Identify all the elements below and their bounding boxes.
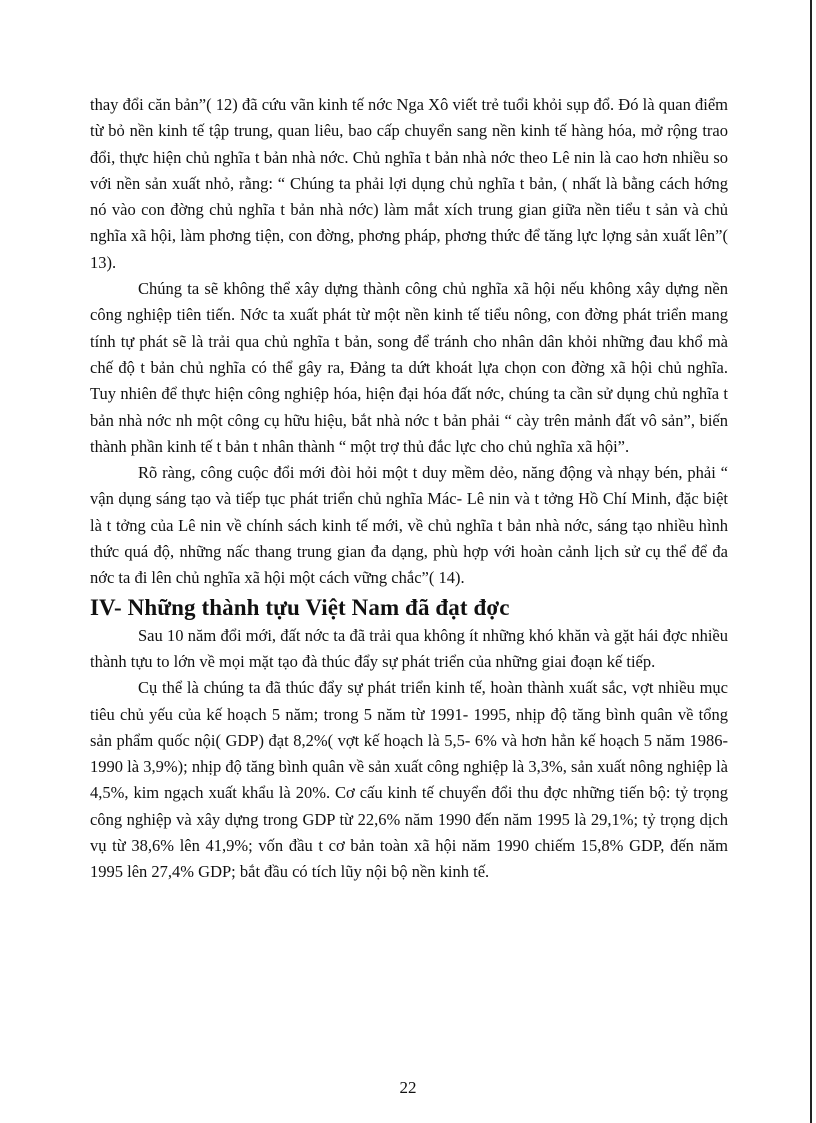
paragraph-renovation-thinking: Rõ ràng, công cuộc đổi mới đòi hỏi một t duy mềm dẻo, năng động và nhạy bén, phải “ vận dụng sáng tạo và tiếp tục phát triển chủ nghĩa Mác- Lê nin và t tởng Hồ Chí Minh, đặc biệt là t tởng của Lê nin về chính sách kinh tế mới, về chủ nghĩa t bản nhà nớc, sáng tạo nhiều hình thức quá độ, những nấc thang trung gian đa dạng, phù hợp với hoàn cảnh lịch sử cụ thể để đa nớc ta đi lên chủ nghĩa xã hội một cách vững chắc”( 14).: [90, 463, 728, 588]
paragraph-continued: thay đổi căn bản”( 12) đã cứu vãn kinh tế nớc Nga Xô viết trẻ tuổi khỏi sụp đổ. Đó là quan điểm từ bỏ nền kinh tế tập trung, quan liêu, bao cấp chuyển sang nền kinh tế hàng hóa, mở rộng trao đổi, thực hiện chủ nghĩa t bản nhà nớc. Chủ nghĩa t bản nhà nớc theo Lê nin là cao hơn nhiều so với nền sản xuất nhỏ, rằng: “ Chúng ta phải lợi dụng chủ nghĩa t bản, ( nhất là bằng cách hớng nó vào con đờng chủ nghĩa t bản nhà nớc) làm mắt xích trung gian giữa nền tiểu t sản và chủ nghĩa xã hội, làm phơng tiện, con đờng, phơng pháp, phơng thức để tăng lực lợng sản xuất lên”( 13).: [90, 95, 728, 272]
page-content: [90, 92, 728, 886]
paragraph-achievements-intro: Sau 10 năm đổi mới, đất nớc ta đã trải qua không ít những khó khăn và gặt hái đợc nhiều thành tựu to lớn về mọi mặt tạo đà thúc đẩy sự phát triển của những giai đoạn kế tiếp.: [90, 625, 728, 671]
section-heading: IV- Những thành tựu Việt Nam đã đạt đợc: [90, 594, 510, 620]
page-number: 22: [399, 1078, 417, 1097]
paragraph-industrialization: Chúng ta sẽ không thể xây dựng thành công chủ nghĩa xã hội nếu không xây dựng nền công nghiệp tiên tiến. Nớc ta xuất phát từ một nền kinh tế tiểu nông, con đờng phát triển mang tính tự phát sẽ là trải qua chủ nghĩa t bản, song để tránh cho nhân dân khỏi những đau khổ mà chế độ t bản chủ nghĩa có thể gây ra, Đảng ta dứt khoát lựa chọn con đờng xã hội chủ nghĩa. Tuy nhiên để thực hiện công nghiệp hóa, hiện đại hóa đất nớc, chúng ta cần sử dụng chủ nghĩa t bản nhà nớc nh một công cụ hữu hiệu, bắt nhà nớc t bản phải “ cày trên mảnh đất vô sản”, biến thành phần kinh tế t bản t nhân thành “ một trợ thủ đắc lực cho chủ nghĩa xã hội”.: [90, 279, 728, 456]
page-edge-line: [810, 0, 812, 1123]
paragraph-economic-growth: Cụ thể là chúng ta đã thúc đẩy sự phát triển kinh tế, hoàn thành xuất sắc, vợt nhiều mục tiêu chủ yếu của kế hoạch 5 năm; trong 5 năm từ 1991- 1995, nhịp độ tăng bình quân về tổng sản phẩm quốc nội( GDP) đạt 8,2%( vợt kế hoạch là 5,5- 6% và hơn hẳn kế hoạch 5 năm 1986- 1990 là 3,9%); nhịp độ tăng bình quân về sản xuất công nghiệp là 3,3%, sản xuất nông nghiệp là 4,5%, kim ngạch xuất khẩu là 20%. Cơ cấu kinh tế chuyển đổi thu đợc những tiến bộ: tỷ trọng công nghiệp và xây dựng trong GDP từ 22,6% năm 1990 đến năm 1995 là 29,1%; tỷ trọng dịch vụ từ 38,6% lên 41,9%; vốn đầu t cơ bản toàn xã hội năm 1990 chiếm 15,8% GDP, đến năm 1995 lên 27,4% GDP; bắt đầu có tích lũy nội bộ nền kinh tế.: [90, 678, 728, 882]
